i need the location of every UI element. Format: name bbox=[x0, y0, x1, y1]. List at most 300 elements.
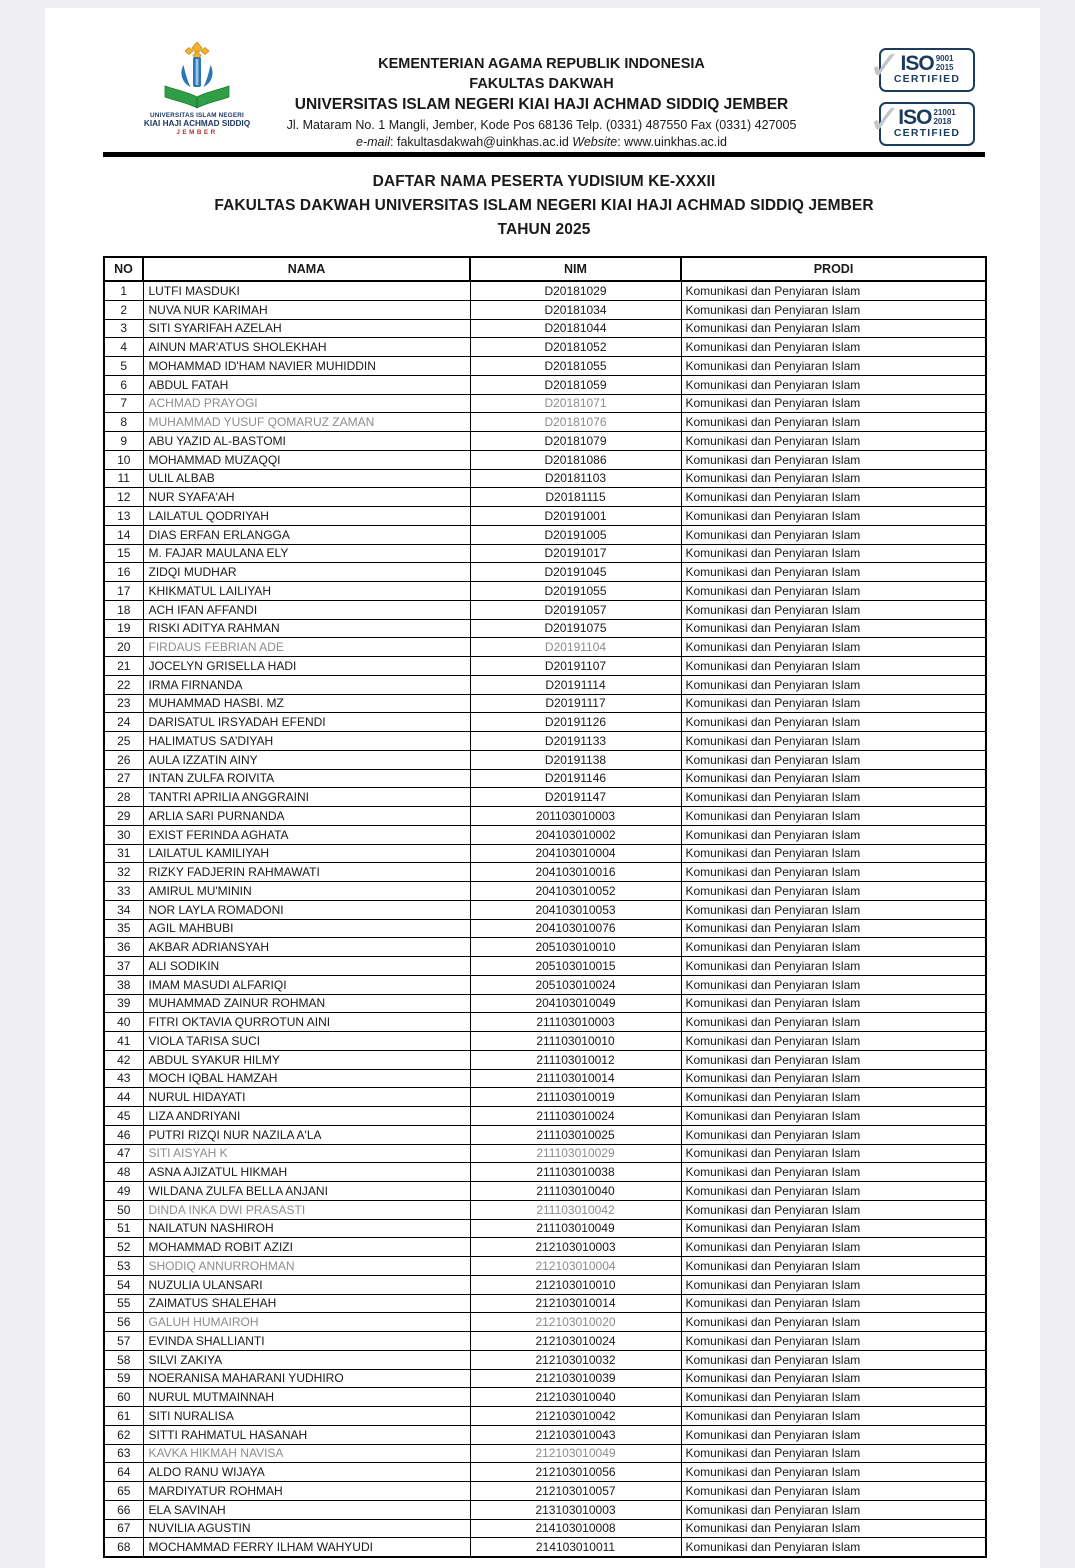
cell-nim: 211103010049 bbox=[470, 1219, 681, 1238]
cell-nim: D20191146 bbox=[470, 769, 681, 788]
table-row bbox=[104, 1107, 986, 1126]
table-row bbox=[104, 507, 986, 526]
header-divider bbox=[103, 152, 985, 157]
table-row bbox=[104, 1013, 986, 1032]
table-row bbox=[104, 807, 986, 826]
cell-nama: ZAIMATUS SHALEHAH bbox=[143, 1294, 470, 1313]
cell-no: 21 bbox=[104, 657, 143, 676]
cell-no: 32 bbox=[104, 863, 143, 882]
cell-prodi: Komunikasi dan Penyiaran Islam bbox=[681, 619, 986, 638]
cell-prodi: Komunikasi dan Penyiaran Islam bbox=[681, 1538, 986, 1557]
iso-21001-badge bbox=[868, 98, 975, 146]
table-row bbox=[104, 1538, 986, 1557]
cell-no: 8 bbox=[104, 413, 143, 432]
cell-nim: 212103010004 bbox=[470, 1257, 681, 1276]
cell-nim: 211103010012 bbox=[470, 1050, 681, 1069]
cell-prodi: Komunikasi dan Penyiaran Islam bbox=[681, 1332, 986, 1351]
cell-no: 59 bbox=[104, 1369, 143, 1388]
cell-no: 12 bbox=[104, 488, 143, 507]
table-row bbox=[104, 1444, 986, 1463]
cell-no: 61 bbox=[104, 1407, 143, 1426]
cell-nim: 214103010008 bbox=[470, 1519, 681, 1538]
cell-prodi: Komunikasi dan Penyiaran Islam bbox=[681, 469, 986, 488]
cell-nama: AMIRUL MU'MININ bbox=[143, 882, 470, 901]
university-logo bbox=[139, 42, 255, 136]
cell-nama: ULIL ALBAB bbox=[143, 469, 470, 488]
cell-no: 36 bbox=[104, 938, 143, 957]
cell-nim: 211103010014 bbox=[470, 1069, 681, 1088]
iso-9001-badge bbox=[868, 44, 975, 92]
title-line2: FAKULTAS DAKWAH UNIVERSITAS ISLAM NEGERI KIAI HAJI ACHMAD SIDDIQ JEMBER bbox=[214, 197, 874, 214]
table-row bbox=[104, 1182, 986, 1201]
cell-nim: 201103010003 bbox=[470, 807, 681, 826]
cell-prodi: Komunikasi dan Penyiaran Islam bbox=[681, 582, 986, 601]
cell-no: 30 bbox=[104, 825, 143, 844]
iso-year: 2018 bbox=[933, 117, 952, 127]
iso-word: ISO bbox=[898, 106, 932, 130]
cell-no: 45 bbox=[104, 1107, 143, 1126]
cell-nama: MOCHAMMAD FERRY ILHAM WAHYUDI bbox=[143, 1538, 470, 1557]
cell-prodi: Komunikasi dan Penyiaran Islam bbox=[681, 1125, 986, 1144]
table-row bbox=[104, 825, 986, 844]
cell-nim: D20191055 bbox=[470, 582, 681, 601]
cell-prodi: Komunikasi dan Penyiaran Islam bbox=[681, 1463, 986, 1482]
table-row bbox=[104, 394, 986, 413]
table-row bbox=[104, 769, 986, 788]
logo-text-line3: JEMBER bbox=[176, 128, 218, 136]
cell-no: 41 bbox=[104, 1032, 143, 1051]
cell-nim: 212103010043 bbox=[470, 1425, 681, 1444]
cell-no: 3 bbox=[104, 319, 143, 338]
cell-nama: KAVKA HIKMAH NAVISA bbox=[143, 1444, 470, 1463]
cell-no: 16 bbox=[104, 563, 143, 582]
table-row bbox=[104, 1219, 986, 1238]
cell-nama: AULA IZZATIN AINY bbox=[143, 750, 470, 769]
cell-no: 54 bbox=[104, 1275, 143, 1294]
checkmark-icon: ✓ bbox=[868, 44, 902, 88]
cell-nama: TANTRI APRILIA ANGGRAINI bbox=[143, 788, 470, 807]
table-row bbox=[104, 1275, 986, 1294]
letterhead-text bbox=[253, 46, 830, 151]
cell-prodi: Komunikasi dan Penyiaran Islam bbox=[681, 825, 986, 844]
cell-no: 6 bbox=[104, 375, 143, 394]
table-row bbox=[104, 788, 986, 807]
cell-no: 14 bbox=[104, 525, 143, 544]
cell-nama: GALUH HUMAIROH bbox=[143, 1313, 470, 1332]
cell-nim: 212103010014 bbox=[470, 1294, 681, 1313]
cell-nim: D20181086 bbox=[470, 450, 681, 469]
cell-prodi: Komunikasi dan Penyiaran Islam bbox=[681, 1388, 986, 1407]
cell-nim: D20181076 bbox=[470, 413, 681, 432]
cell-prodi: Komunikasi dan Penyiaran Islam bbox=[681, 1238, 986, 1257]
table-row bbox=[104, 1388, 986, 1407]
cell-nama: FIRDAUS FEBRIAN ADE bbox=[143, 638, 470, 657]
cell-prodi: Komunikasi dan Penyiaran Islam bbox=[681, 1407, 986, 1426]
cell-nama: AKBAR ADRIANSYAH bbox=[143, 938, 470, 957]
cell-nama: EXIST FERINDA AGHATA bbox=[143, 825, 470, 844]
cell-no: 4 bbox=[104, 338, 143, 357]
table-row bbox=[104, 1032, 986, 1051]
cell-nama: SITI AISYAH K bbox=[143, 1144, 470, 1163]
cell-no: 48 bbox=[104, 1163, 143, 1182]
cell-nama: M. FAJAR MAULANA ELY bbox=[143, 544, 470, 563]
cell-no: 22 bbox=[104, 675, 143, 694]
cell-prodi: Komunikasi dan Penyiaran Islam bbox=[681, 1088, 986, 1107]
cell-nim: 211103010025 bbox=[470, 1125, 681, 1144]
cell-no: 57 bbox=[104, 1332, 143, 1351]
cell-no: 46 bbox=[104, 1125, 143, 1144]
cell-no: 60 bbox=[104, 1388, 143, 1407]
cell-prodi: Komunikasi dan Penyiaran Islam bbox=[681, 1163, 986, 1182]
cell-nama: ALI SODIKIN bbox=[143, 957, 470, 976]
cell-prodi: Komunikasi dan Penyiaran Islam bbox=[681, 1519, 986, 1538]
table-row bbox=[104, 975, 986, 994]
cell-no: 33 bbox=[104, 882, 143, 901]
cell-nim: D20191147 bbox=[470, 788, 681, 807]
document-title bbox=[103, 170, 985, 242]
table-row bbox=[104, 1238, 986, 1257]
cell-nim: 205103010015 bbox=[470, 957, 681, 976]
table-row bbox=[104, 450, 986, 469]
cell-nama: INTAN ZULFA ROIVITA bbox=[143, 769, 470, 788]
table-row bbox=[104, 919, 986, 938]
cell-prodi: Komunikasi dan Penyiaran Islam bbox=[681, 450, 986, 469]
cell-nama: DARISATUL IRSYADAH EFENDI bbox=[143, 713, 470, 732]
cell-no: 35 bbox=[104, 919, 143, 938]
cell-nama: DIAS ERFAN ERLANGGA bbox=[143, 525, 470, 544]
table-row bbox=[104, 750, 986, 769]
cell-nim: D20181034 bbox=[470, 300, 681, 319]
cell-prodi: Komunikasi dan Penyiaran Islam bbox=[681, 919, 986, 938]
cell-prodi: Komunikasi dan Penyiaran Islam bbox=[681, 1219, 986, 1238]
cell-nama: MOHAMMAD ROBIT AZIZI bbox=[143, 1238, 470, 1257]
cell-nim: 204103010049 bbox=[470, 994, 681, 1013]
cell-nim: D20191075 bbox=[470, 619, 681, 638]
cell-nim: 204103010002 bbox=[470, 825, 681, 844]
cell-no: 26 bbox=[104, 750, 143, 769]
cell-no: 62 bbox=[104, 1425, 143, 1444]
table-row bbox=[104, 1257, 986, 1276]
cell-prodi: Komunikasi dan Penyiaran Islam bbox=[681, 1200, 986, 1219]
checkmark-icon: ✓ bbox=[868, 98, 902, 142]
cell-prodi: Komunikasi dan Penyiaran Islam bbox=[681, 713, 986, 732]
cell-prodi: Komunikasi dan Penyiaran Islam bbox=[681, 1069, 986, 1088]
cell-nama: ABDUL SYAKUR HILMY bbox=[143, 1050, 470, 1069]
table-row bbox=[104, 713, 986, 732]
table-row bbox=[104, 732, 986, 751]
cell-no: 25 bbox=[104, 732, 143, 751]
cell-nama: ABU YAZID AL-BASTOMI bbox=[143, 432, 470, 451]
table-row bbox=[104, 900, 986, 919]
cell-nama: MUHAMMAD YUSUF QOMARUZ ZAMAN bbox=[143, 413, 470, 432]
cell-prodi: Komunikasi dan Penyiaran Islam bbox=[681, 319, 986, 338]
table-row bbox=[104, 863, 986, 882]
logo-text-line2: KIAI HAJI ACHMAD SIDDIQ bbox=[143, 119, 251, 129]
cell-nim: 212103010039 bbox=[470, 1369, 681, 1388]
table-row bbox=[104, 694, 986, 713]
cell-prodi: Komunikasi dan Penyiaran Islam bbox=[681, 900, 986, 919]
cell-prodi: Komunikasi dan Penyiaran Islam bbox=[681, 1500, 986, 1519]
title-line1: DAFTAR NAMA PESERTA YUDISIUM KE-XXXII bbox=[372, 173, 716, 190]
cell-prodi: Komunikasi dan Penyiaran Islam bbox=[681, 1107, 986, 1126]
cell-prodi: Komunikasi dan Penyiaran Islam bbox=[681, 975, 986, 994]
cell-nama: KHIKMATUL LAILIYAH bbox=[143, 582, 470, 601]
cell-prodi: Komunikasi dan Penyiaran Islam bbox=[681, 732, 986, 751]
cell-nama: NURUL MUTMAINNAH bbox=[143, 1388, 470, 1407]
cell-nim: D20181115 bbox=[470, 488, 681, 507]
table-row bbox=[104, 1069, 986, 1088]
cell-prodi: Komunikasi dan Penyiaran Islam bbox=[681, 957, 986, 976]
cell-nim: 204103010053 bbox=[470, 900, 681, 919]
cell-nim: 205103010010 bbox=[470, 938, 681, 957]
cell-nim: 211103010038 bbox=[470, 1163, 681, 1182]
email-label: e-mail bbox=[356, 135, 391, 149]
table-row bbox=[104, 675, 986, 694]
cell-no: 15 bbox=[104, 544, 143, 563]
cell-nim: 212103010032 bbox=[470, 1350, 681, 1369]
iso-word: ISO bbox=[900, 52, 934, 76]
participants-table bbox=[103, 256, 987, 1558]
table-row bbox=[104, 619, 986, 638]
table-row bbox=[104, 1200, 986, 1219]
contact-line bbox=[253, 134, 830, 151]
cell-nim: D20191126 bbox=[470, 713, 681, 732]
table-row bbox=[104, 1369, 986, 1388]
cell-no: 10 bbox=[104, 450, 143, 469]
cell-nama: ACHMAD PRAYOGI bbox=[143, 394, 470, 413]
table-row bbox=[104, 638, 986, 657]
table-row bbox=[104, 1313, 986, 1332]
cell-nama: WILDANA ZULFA BELLA ANJANI bbox=[143, 1182, 470, 1201]
iso-certified-label: CERTIFIED bbox=[893, 127, 961, 140]
table-row bbox=[104, 338, 986, 357]
cell-no: 17 bbox=[104, 582, 143, 601]
table-row bbox=[104, 582, 986, 601]
cell-nama: MUHAMMAD HASBI. MZ bbox=[143, 694, 470, 713]
cell-nama: NOR LAYLA ROMADONI bbox=[143, 900, 470, 919]
column-header-no: NO bbox=[104, 257, 143, 281]
cell-nim: 212103010042 bbox=[470, 1407, 681, 1426]
cell-nim: 212103010049 bbox=[470, 1444, 681, 1463]
cell-nim: D20181079 bbox=[470, 432, 681, 451]
cell-prodi: Komunikasi dan Penyiaran Islam bbox=[681, 1425, 986, 1444]
document-page bbox=[45, 8, 1040, 1568]
cell-no: 20 bbox=[104, 638, 143, 657]
cell-prodi: Komunikasi dan Penyiaran Islam bbox=[681, 938, 986, 957]
cell-prodi: Komunikasi dan Penyiaran Islam bbox=[681, 375, 986, 394]
cell-no: 1 bbox=[104, 281, 143, 300]
iso-standard: 9001 bbox=[935, 54, 954, 64]
cell-nama: SITTI RAHMATUL HASANAH bbox=[143, 1425, 470, 1444]
cell-nama: NAILATUN NASHIROH bbox=[143, 1219, 470, 1238]
cell-prodi: Komunikasi dan Penyiaran Islam bbox=[681, 1369, 986, 1388]
cell-no: 24 bbox=[104, 713, 143, 732]
cell-nama: NURUL HIDAYATI bbox=[143, 1088, 470, 1107]
cell-nim: 204103010016 bbox=[470, 863, 681, 882]
cell-no: 66 bbox=[104, 1500, 143, 1519]
cell-prodi: Komunikasi dan Penyiaran Islam bbox=[681, 544, 986, 563]
cell-prodi: Komunikasi dan Penyiaran Islam bbox=[681, 600, 986, 619]
cell-prodi: Komunikasi dan Penyiaran Islam bbox=[681, 882, 986, 901]
cell-nim: D20181052 bbox=[470, 338, 681, 357]
cell-nama: EVINDA SHALLIANTI bbox=[143, 1332, 470, 1351]
cell-prodi: Komunikasi dan Penyiaran Islam bbox=[681, 1294, 986, 1313]
cell-nim: D20181059 bbox=[470, 375, 681, 394]
cell-prodi: Komunikasi dan Penyiaran Islam bbox=[681, 1275, 986, 1294]
cell-nim: D20181029 bbox=[470, 281, 681, 300]
table-header-row bbox=[104, 257, 986, 281]
cell-nama: SITI NURALISA bbox=[143, 1407, 470, 1426]
cell-nim: 211103010019 bbox=[470, 1088, 681, 1107]
cell-no: 40 bbox=[104, 1013, 143, 1032]
website-value: : www.uinkhas.ac.id bbox=[617, 135, 727, 149]
cell-prodi: Komunikasi dan Penyiaran Islam bbox=[681, 338, 986, 357]
table-row bbox=[104, 1125, 986, 1144]
cell-no: 11 bbox=[104, 469, 143, 488]
cell-no: 53 bbox=[104, 1257, 143, 1276]
table-row bbox=[104, 563, 986, 582]
cell-nama: MOHAMMAD MUZAQQI bbox=[143, 450, 470, 469]
cell-nama: ELA SAVINAH bbox=[143, 1500, 470, 1519]
cell-prodi: Komunikasi dan Penyiaran Islam bbox=[681, 1050, 986, 1069]
cell-nama: AINUN MAR'ATUS SHOLEKHAH bbox=[143, 338, 470, 357]
table-row bbox=[104, 319, 986, 338]
cell-nama: IRMA FIRNANDA bbox=[143, 675, 470, 694]
cell-no: 28 bbox=[104, 788, 143, 807]
cell-nama: VIOLA TARISA SUCI bbox=[143, 1032, 470, 1051]
cell-nim: 212103010003 bbox=[470, 1238, 681, 1257]
column-header-prodi: PRODI bbox=[681, 257, 986, 281]
cell-nim: 211103010040 bbox=[470, 1182, 681, 1201]
cell-nama: FITRI OKTAVIA QURROTUN AINI bbox=[143, 1013, 470, 1032]
cell-no: 51 bbox=[104, 1219, 143, 1238]
table-row bbox=[104, 1163, 986, 1182]
table-row bbox=[104, 1088, 986, 1107]
cell-nim: D20181044 bbox=[470, 319, 681, 338]
table-row bbox=[104, 1050, 986, 1069]
cell-prodi: Komunikasi dan Penyiaran Islam bbox=[681, 863, 986, 882]
iso-badges bbox=[868, 44, 975, 146]
cell-nim: D20191001 bbox=[470, 507, 681, 526]
cell-nim: 212103010020 bbox=[470, 1313, 681, 1332]
table-row bbox=[104, 375, 986, 394]
cell-prodi: Komunikasi dan Penyiaran Islam bbox=[681, 807, 986, 826]
cell-no: 23 bbox=[104, 694, 143, 713]
cell-nama: NUVA NUR KARIMAH bbox=[143, 300, 470, 319]
letterhead bbox=[103, 46, 985, 152]
cell-nama: SHODIQ ANNURROHMAN bbox=[143, 1257, 470, 1276]
cell-nim: 213103010003 bbox=[470, 1500, 681, 1519]
cell-no: 68 bbox=[104, 1538, 143, 1557]
cell-no: 27 bbox=[104, 769, 143, 788]
cell-nim: 212103010057 bbox=[470, 1482, 681, 1501]
cell-no: 29 bbox=[104, 807, 143, 826]
table-row bbox=[104, 1294, 986, 1313]
cell-nim: 204103010004 bbox=[470, 844, 681, 863]
cell-nama: JOCELYN GRISELLA HADI bbox=[143, 657, 470, 676]
cell-nama: MOHAMMAD ID'HAM NAVIER MUHIDDIN bbox=[143, 357, 470, 376]
cell-nama: HALIMATUS SA’DIYAH bbox=[143, 732, 470, 751]
cell-no: 55 bbox=[104, 1294, 143, 1313]
cell-no: 42 bbox=[104, 1050, 143, 1069]
faculty-name: FAKULTAS DAKWAH bbox=[469, 76, 614, 92]
table-row bbox=[104, 413, 986, 432]
cell-nim: D20191045 bbox=[470, 563, 681, 582]
cell-no: 65 bbox=[104, 1482, 143, 1501]
email-value: : fakultasdakwah@uinkhas.ac.id bbox=[390, 135, 573, 149]
table-body bbox=[104, 281, 986, 1557]
cell-no: 5 bbox=[104, 357, 143, 376]
cell-nim: D20191005 bbox=[470, 525, 681, 544]
cell-prodi: Komunikasi dan Penyiaran Islam bbox=[681, 563, 986, 582]
table-row bbox=[104, 994, 986, 1013]
cell-nim: D20191104 bbox=[470, 638, 681, 657]
cell-nim: 212103010010 bbox=[470, 1275, 681, 1294]
table-row bbox=[104, 844, 986, 863]
cell-no: 49 bbox=[104, 1182, 143, 1201]
cell-nama: NUR SYAFA'AH bbox=[143, 488, 470, 507]
table-row bbox=[104, 1144, 986, 1163]
cell-prodi: Komunikasi dan Penyiaran Islam bbox=[681, 1313, 986, 1332]
cell-nim: 211103010029 bbox=[470, 1144, 681, 1163]
table-row bbox=[104, 957, 986, 976]
cell-nama: LAILATUL KAMILIYAH bbox=[143, 844, 470, 863]
table-row bbox=[104, 600, 986, 619]
cell-no: 44 bbox=[104, 1088, 143, 1107]
cell-nim: 212103010024 bbox=[470, 1332, 681, 1351]
cell-nama: MARDIYATUR ROHMAH bbox=[143, 1482, 470, 1501]
column-header-nama: NAMA bbox=[143, 257, 470, 281]
table-row bbox=[104, 1350, 986, 1369]
cell-prodi: Komunikasi dan Penyiaran Islam bbox=[681, 1032, 986, 1051]
table-row bbox=[104, 657, 986, 676]
cell-nim: D20181055 bbox=[470, 357, 681, 376]
table-row bbox=[104, 1463, 986, 1482]
cell-no: 37 bbox=[104, 957, 143, 976]
cell-prodi: Komunikasi dan Penyiaran Islam bbox=[681, 844, 986, 863]
cell-nama: RISKI ADITYA RAHMAN bbox=[143, 619, 470, 638]
cell-no: 2 bbox=[104, 300, 143, 319]
cell-no: 38 bbox=[104, 975, 143, 994]
table-row bbox=[104, 525, 986, 544]
table-row bbox=[104, 1407, 986, 1426]
cell-nim: D20191138 bbox=[470, 750, 681, 769]
cell-prodi: Komunikasi dan Penyiaran Islam bbox=[681, 300, 986, 319]
cell-nim: 204103010052 bbox=[470, 882, 681, 901]
cell-nim: D20191114 bbox=[470, 675, 681, 694]
table-row bbox=[104, 432, 986, 451]
cell-nama: ACH IFAN AFFANDI bbox=[143, 600, 470, 619]
cell-nama: ARLIA SARI PURNANDA bbox=[143, 807, 470, 826]
cell-nim: D20181103 bbox=[470, 469, 681, 488]
cell-prodi: Komunikasi dan Penyiaran Islam bbox=[681, 488, 986, 507]
cell-prodi: Komunikasi dan Penyiaran Islam bbox=[681, 1257, 986, 1276]
cell-no: 13 bbox=[104, 507, 143, 526]
table-row bbox=[104, 1500, 986, 1519]
cell-nama: LIZA ANDRIYANI bbox=[143, 1107, 470, 1126]
cell-prodi: Komunikasi dan Penyiaran Islam bbox=[681, 657, 986, 676]
cell-nama: NUZULIA ULANSARI bbox=[143, 1275, 470, 1294]
cell-prodi: Komunikasi dan Penyiaran Islam bbox=[681, 769, 986, 788]
cell-no: 34 bbox=[104, 900, 143, 919]
cell-nama: ABDUL FATAH bbox=[143, 375, 470, 394]
cell-nama: NUVILIA AGUSTIN bbox=[143, 1519, 470, 1538]
table-row bbox=[104, 1425, 986, 1444]
cell-nama: ALDO RANU WIJAYA bbox=[143, 1463, 470, 1482]
cell-nim: 214103010011 bbox=[470, 1538, 681, 1557]
cell-nama: ASNA AJIZATUL HIKMAH bbox=[143, 1163, 470, 1182]
cell-prodi: Komunikasi dan Penyiaran Islam bbox=[681, 281, 986, 300]
